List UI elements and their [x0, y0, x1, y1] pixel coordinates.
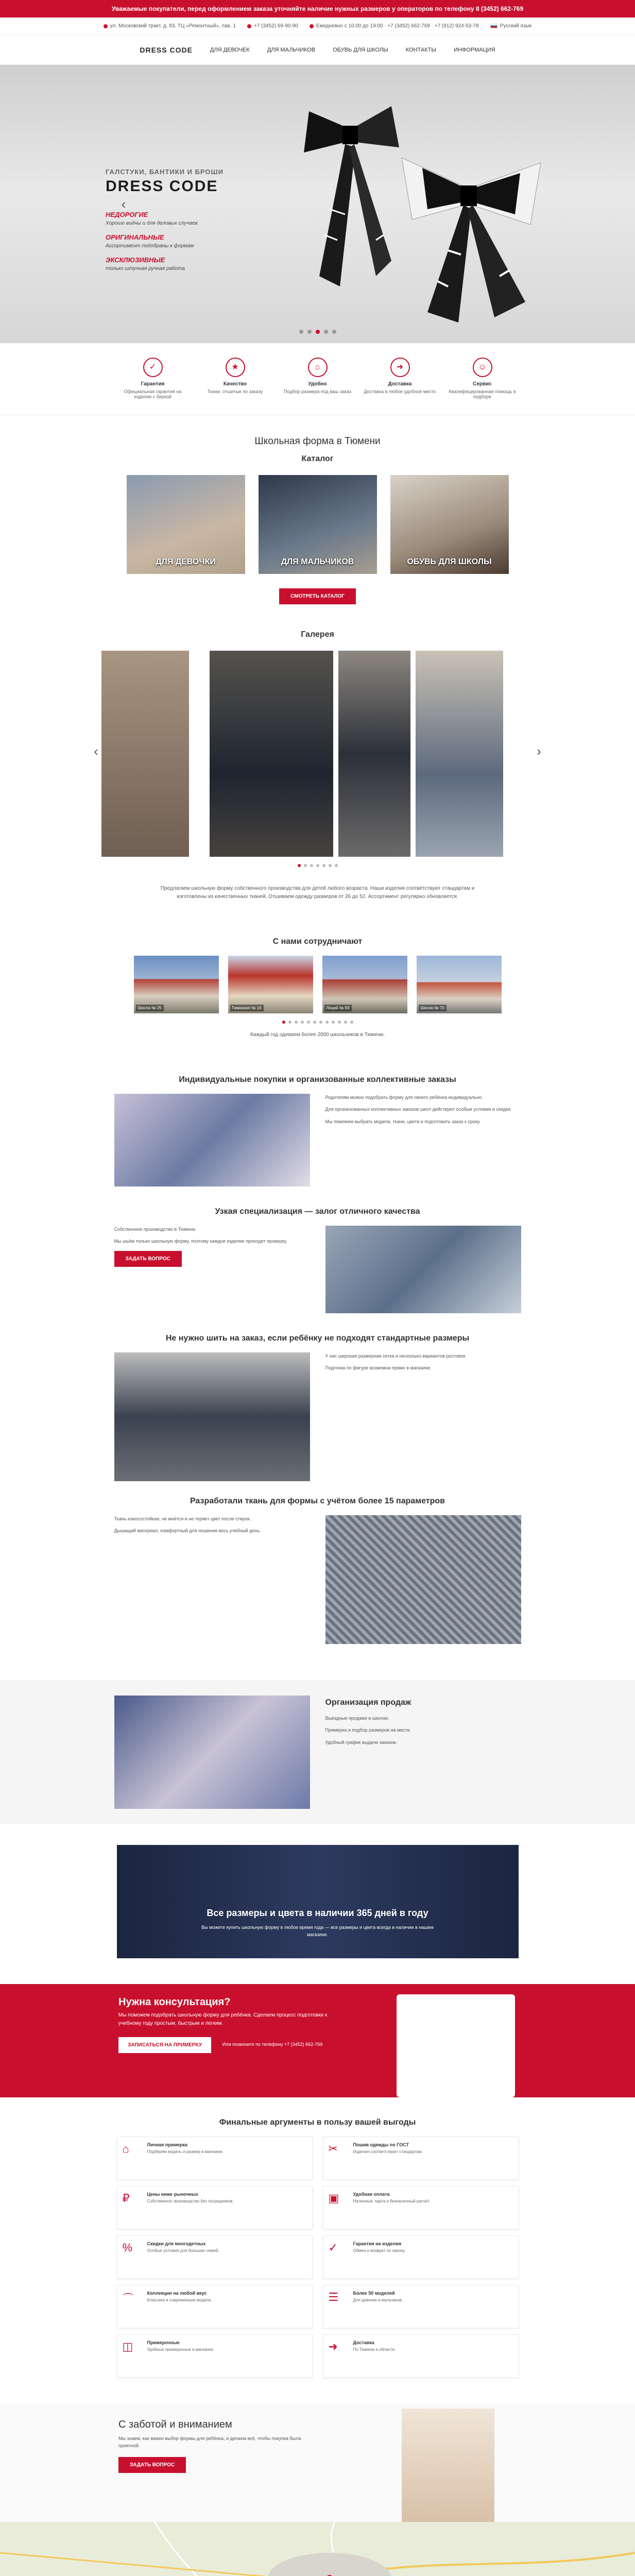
workshop-photo — [325, 1226, 521, 1313]
bow-image — [391, 158, 546, 323]
section-title: Узкая специализация — залог отличного качества — [215, 1207, 420, 1216]
advantage-item: ➜ Доставка Доставка в любое удобное место — [359, 358, 441, 399]
gallery — [94, 651, 541, 857]
arg-card: ✓ Гарантия на изделия Обмен и возврат по закону. — [323, 2235, 519, 2279]
list-icon: ☰ — [328, 2291, 339, 2303]
client-card[interactable]: Школа № 25 — [134, 956, 219, 1013]
logo[interactable]: DRESS CODE — [140, 45, 193, 54]
fabric-photo — [325, 1515, 521, 1644]
section-text: Собственное производство в Тюмени. Мы шьём только школьную форму, поэтому каждое изделие проходит проверку. ЗАДАТЬ ВОПРОС — [114, 1226, 310, 1313]
args-grid — [117, 2137, 519, 2378]
clients-caption: Каждый год одеваем более 2000 школьников в Тюмени. — [250, 1032, 385, 1038]
section-title: Не нужно шить на заказ, если ребёнку не подходят стандартные размеры — [165, 1334, 470, 1343]
location-icon — [104, 24, 108, 28]
consult-title: Нужна консультация? — [118, 1996, 231, 2008]
orders-photo — [114, 1094, 310, 1187]
clients-slider — [0, 956, 635, 1013]
section-fabric — [0, 1481, 635, 1644]
banner-section — [0, 1824, 635, 1984]
section-text: Родителям можно подобрать форму для своего ребёнка индивидуально. Для организованных коллективных заказов школ действуют особые условия и скидки. Мы поможем выбрать модели, ткани, цвета и подготовить заказ к сроку. — [325, 1095, 512, 1124]
phone[interactable]: +7 (3452) 69-90-90 — [247, 23, 298, 29]
catalog-section — [0, 415, 635, 604]
section-text: Ткань износостойкая, не мнётся и не теряет цвет после стирок. Дышащий материал, комфортный для ношения весь учебный день. — [114, 1516, 261, 1534]
star-icon: ★ — [226, 358, 245, 377]
shield-icon: ✓ — [143, 358, 163, 377]
catalog-card-boys[interactable]: ДЛЯ МАЛЬЧИКОВ — [259, 475, 377, 574]
catalog-title: Каталог — [301, 454, 334, 463]
chevron-right-icon[interactable]: › — [537, 743, 541, 759]
arg-card: ✂ Пошив одежды по ГОСТ Изделия соответствуют стандартам. — [323, 2137, 519, 2180]
ask-button[interactable]: ЗАДАТЬ ВОПРОС — [114, 1251, 182, 1267]
nav-contacts[interactable]: КОНТАКТЫ — [405, 46, 437, 53]
hero-point: НЕДОРОГИЕ Хорошо видны и для деловых случаев — [106, 211, 198, 226]
section-title: Индивидуальные покупки и организованные коллективные заказы — [179, 1075, 456, 1084]
address: ул. Московский тракт, д. 83, ТЦ «Ремонтный», пав. 1 — [104, 23, 236, 29]
hours: Ежедневно с 10:00 до 19:00 · +7 (3452) 662-769 · +7 (912) 924-53-78 — [310, 23, 479, 29]
advantage-item: ⌂ Удобно Подбор размера под ваш заказ — [277, 358, 359, 399]
clients-title: С нами сотрудничают — [272, 937, 363, 946]
care-section — [0, 2403, 635, 2522]
consult-phone: Или позвоните по телефону +7 (3452) 662-769 — [222, 2041, 323, 2047]
hero-point: ЭКСКЛЮЗИВНЫЕ только штучная ручная работа — [106, 256, 185, 272]
nav-info[interactable]: ИНФОРМАЦИЯ — [454, 46, 495, 53]
args-section — [0, 2097, 635, 2378]
hanger-icon: ⌂ — [308, 358, 328, 377]
section-sales — [0, 1680, 635, 1824]
section-specialization — [0, 1187, 635, 1313]
school-title: Школьная форма в Тюмени — [254, 436, 381, 447]
arg-card: ☰ Более 50 моделей Для девочек и мальчиков. — [323, 2285, 519, 2328]
arg-card: ⌒ Коллекции на любой вкус Классика и современные модели. — [117, 2285, 313, 2328]
care-button[interactable]: ЗАДАТЬ ВОПРОС — [118, 2457, 186, 2473]
price-icon: ₽ — [122, 2192, 130, 2205]
gallery-photo[interactable] — [338, 651, 410, 857]
chevron-left-icon[interactable]: ‹ — [94, 743, 98, 759]
sales-photo — [114, 1696, 310, 1809]
truck-icon: ➜ — [390, 358, 410, 377]
care-title: С заботой и вниманием — [118, 2419, 232, 2430]
gallery-title: Галерея — [301, 630, 334, 639]
notice-bar: Уважаемые покупатели, перед оформлением заказа уточняйте наличие нужных размеров у операторов по телефону 8 (3452) 662-769 — [0, 0, 635, 18]
advantage-item: ☺ Сервис Квалифицированная помощь в подборе — [441, 358, 524, 399]
catalog-card-girls[interactable]: ДЛЯ ДЕВОЧКИ — [127, 475, 245, 574]
section-sizes — [0, 1313, 635, 1481]
gallery-photo[interactable] — [101, 651, 189, 857]
clients-dots[interactable] — [0, 1021, 635, 1024]
section-text: Организация продаж Выездные продажи в школах. Примерка и подбор размеров на месте. Удобный график выдачи заказов. — [325, 1698, 411, 1745]
client-card[interactable]: Гимназия № 16 — [228, 956, 313, 1013]
top-bar — [0, 18, 635, 35]
availability-banner: Все размеры и цвета в наличии 365 дней в году Вы можете купить школьную форму в любое время года — все размеры и цвета всегда в наличии в нашем магазине. — [117, 1845, 519, 1958]
slider-dots[interactable] — [0, 330, 635, 334]
kids-photo — [114, 1352, 310, 1481]
arg-card: ▣ Удобная оплата Наличные, карта и безналичный расчёт. — [323, 2186, 519, 2229]
percent-icon: % — [122, 2241, 133, 2254]
hero-point: ОРИГИНАЛЬНЫЕ Ассортимент подобраны к формам — [106, 233, 194, 249]
map-roads — [0, 2522, 635, 2576]
mirror-icon: ◫ — [122, 2340, 133, 2353]
section-text: У нас широкая размерная сетка и несколько вариантов ростовок. Подгонка по фигуре возможна прямо в магазине. — [325, 1353, 467, 1371]
client-card[interactable]: Лицей № 93 — [322, 956, 407, 1013]
arg-card: ◫ Примерочные Удобные примерочные в магазине. — [117, 2334, 313, 2378]
section-title: Разработали ткань для формы с учётом более 15 параметров — [190, 1497, 445, 1505]
gallery-section — [0, 604, 635, 901]
client-card[interactable]: Школа № 70 — [417, 956, 502, 1013]
hero-title: DRESS CODE — [106, 178, 218, 195]
shield-icon: ✓ — [328, 2241, 338, 2254]
hero-subtitle: ГАЛСТУКИ, БАНТИКИ И БРОШИ — [106, 168, 224, 176]
chevron-left-icon[interactable]: ‹ — [121, 196, 126, 212]
arg-card: ➜ Доставка По Тюмени и области. — [323, 2334, 519, 2378]
manager-photo — [402, 2409, 494, 2522]
wallet-icon: ▣ — [328, 2192, 339, 2205]
consult-section — [0, 1984, 635, 2097]
gallery-text: Предлагаем школьную форму собственного производства для детей любого возраста. Наши изделия соответствуют стандартам и изготовлены из качественных тканей. Отшиваем одежду размеров от 26 до 52. Ассортимент регулярно обновляется. — [160, 886, 475, 900]
gallery-photo[interactable] — [416, 651, 503, 857]
consultant-photo — [397, 1994, 515, 2097]
map[interactable] — [0, 2522, 635, 2576]
nav-girls[interactable]: ДЛЯ ДЕВОЧЕК — [210, 46, 250, 53]
phone-icon — [247, 24, 251, 28]
arg-card: % Скидки для многодетных Особые условия для больших семей. — [117, 2235, 313, 2279]
needle-icon: ✂ — [328, 2142, 338, 2155]
main-nav — [0, 35, 635, 65]
catalog-card-shoes[interactable]: ОБУВЬ ДЛЯ ШКОЛЫ — [390, 475, 509, 574]
fitting-button[interactable]: ЗАПИСАТЬСЯ НА ПРИМЕРКУ — [118, 2037, 211, 2053]
gallery-dots[interactable] — [0, 864, 635, 867]
advantage-item: ✓ Гарантия Официальная гарантия на изделия с биркой — [112, 358, 194, 399]
hero-text — [106, 168, 234, 279]
hanger-icon: ⌒ — [122, 2293, 134, 2306]
catalog-button[interactable]: СМОТРЕТЬ КАТАЛОГ — [279, 588, 356, 604]
shirt-icon: ⌂ — [122, 2142, 129, 2155]
consult-text: Мы поможем подобрать школьную форму для ребёнка. Сделаем процесс подготовки к учебному году простым, быстрым и легким. — [118, 2012, 328, 2026]
advantage-item: ★ Качество Ткани, отшитые по заказу — [194, 358, 277, 399]
user-icon: ☺ — [473, 358, 492, 377]
catalog-grid — [0, 475, 635, 574]
arg-card: ⌂ Личная примерка Подберём модель и размер в магазине. — [117, 2137, 313, 2180]
advantages — [0, 343, 635, 415]
nav-boys[interactable]: ДЛЯ МАЛЬЧИКОВ — [267, 46, 316, 53]
clock-icon — [310, 24, 314, 28]
clients-section — [0, 901, 635, 1039]
gallery-photo[interactable] — [210, 651, 333, 857]
truck-icon: ➜ — [328, 2340, 338, 2353]
arg-card: ₽ Цены ниже рыночных Собственное производство без посредников. — [117, 2186, 313, 2229]
language-switch[interactable]: Русский язык — [490, 23, 531, 29]
nav-shoes[interactable]: ОБУВЬ ДЛЯ ШКОЛЫ — [333, 46, 388, 53]
args-title: Финальные аргументы в пользу вашей выгоды — [219, 2118, 416, 2127]
flag-icon — [490, 24, 497, 28]
hero-slider — [0, 65, 635, 343]
care-text: Мы знаем, как важен выбор формы для ребёнка, и делаем всё, чтобы покупка была приятной. — [118, 2436, 301, 2449]
section-orders — [0, 1039, 635, 1187]
